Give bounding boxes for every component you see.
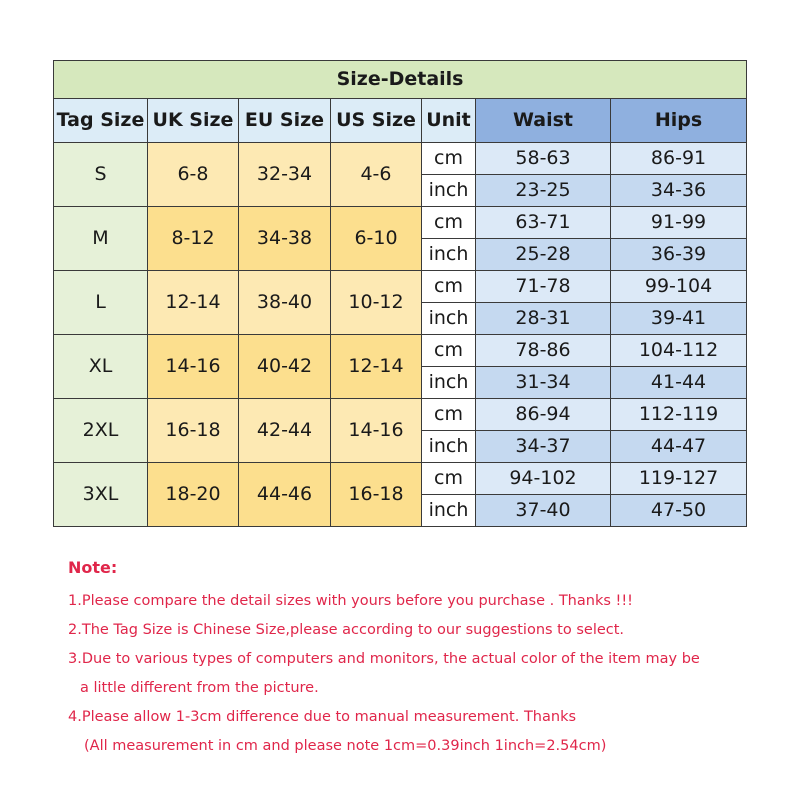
uk-size-cell: 14-16 xyxy=(148,335,239,399)
hips-cell: 91-99 xyxy=(611,207,747,239)
hips-cell: 41-44 xyxy=(611,367,747,399)
note-title: Note: xyxy=(68,558,118,577)
hips-cell: 119-127 xyxy=(611,463,747,495)
header-hips: Hips xyxy=(611,99,747,143)
unit-cell: inch xyxy=(422,431,476,463)
waist-cell: 28-31 xyxy=(476,303,611,335)
note-line-3-continued: a little different from the picture. xyxy=(80,680,319,696)
table-row xyxy=(54,143,747,175)
tag-size-cell: M xyxy=(54,207,148,271)
tag-size-cell: 2XL xyxy=(54,399,148,463)
hips-cell: 44-47 xyxy=(611,431,747,463)
eu-size-cell: 44-46 xyxy=(239,463,331,527)
waist-cell: 94-102 xyxy=(476,463,611,495)
waist-cell: 63-71 xyxy=(476,207,611,239)
unit-cell: cm xyxy=(422,335,476,367)
table-row xyxy=(54,463,747,495)
header-us-size: US Size xyxy=(331,99,422,143)
us-size-cell: 14-16 xyxy=(331,399,422,463)
us-size-cell: 4-6 xyxy=(331,143,422,207)
unit-cell: cm xyxy=(422,271,476,303)
tag-size-cell: XL xyxy=(54,335,148,399)
unit-cell: inch xyxy=(422,495,476,527)
eu-size-cell: 42-44 xyxy=(239,399,331,463)
tag-size-cell: 3XL xyxy=(54,463,148,527)
note-line-4: 4.Please allow 1-3cm difference due to manual measurement. Thanks xyxy=(68,709,577,725)
eu-size-cell: 34-38 xyxy=(239,207,331,271)
header-uk-size: UK Size xyxy=(148,99,239,143)
eu-size-cell: 32-34 xyxy=(239,143,331,207)
us-size-cell: 10-12 xyxy=(331,271,422,335)
note-section xyxy=(68,558,768,761)
table-title: Size-Details xyxy=(54,61,747,99)
us-size-cell: 6-10 xyxy=(331,207,422,271)
unit-cell: cm xyxy=(422,463,476,495)
waist-cell: 31-34 xyxy=(476,367,611,399)
waist-cell: 86-94 xyxy=(476,399,611,431)
unit-cell: cm xyxy=(422,399,476,431)
waist-cell: 58-63 xyxy=(476,143,611,175)
unit-cell: inch xyxy=(422,175,476,207)
tag-size-cell: S xyxy=(54,143,148,207)
uk-size-cell: 8-12 xyxy=(148,207,239,271)
waist-cell: 23-25 xyxy=(476,175,611,207)
note-line-1: 1.Please compare the detail sizes with yours before you purchase . Thanks !!! xyxy=(68,593,633,609)
hips-cell: 47-50 xyxy=(611,495,747,527)
hips-cell: 39-41 xyxy=(611,303,747,335)
hips-cell: 112-119 xyxy=(611,399,747,431)
waist-cell: 78-86 xyxy=(476,335,611,367)
note-line-3: 3.Due to various types of computers and monitors, the actual color of the item may be xyxy=(68,651,700,667)
uk-size-cell: 16-18 xyxy=(148,399,239,463)
header-tag-size: Tag Size xyxy=(54,99,148,143)
table-row xyxy=(54,399,747,431)
us-size-cell: 16-18 xyxy=(331,463,422,527)
header-waist: Waist xyxy=(476,99,611,143)
waist-cell: 25-28 xyxy=(476,239,611,271)
us-size-cell: 12-14 xyxy=(331,335,422,399)
unit-cell: inch xyxy=(422,303,476,335)
uk-size-cell: 12-14 xyxy=(148,271,239,335)
unit-cell: inch xyxy=(422,239,476,271)
waist-cell: 34-37 xyxy=(476,431,611,463)
eu-size-cell: 38-40 xyxy=(239,271,331,335)
size-details-table xyxy=(53,60,747,527)
uk-size-cell: 18-20 xyxy=(148,463,239,527)
table-row xyxy=(54,271,747,303)
hips-cell: 104-112 xyxy=(611,335,747,367)
hips-cell: 34-36 xyxy=(611,175,747,207)
eu-size-cell: 40-42 xyxy=(239,335,331,399)
unit-cell: inch xyxy=(422,367,476,399)
table-row xyxy=(54,207,747,239)
tag-size-cell: L xyxy=(54,271,148,335)
waist-cell: 71-78 xyxy=(476,271,611,303)
note-line-4-continued: (All measurement in cm and please note 1cm=0.39inch 1inch=2.54cm) xyxy=(84,738,607,754)
waist-cell: 37-40 xyxy=(476,495,611,527)
note-line-2: 2.The Tag Size is Chinese Size,please according to our suggestions to select. xyxy=(68,622,625,638)
hips-cell: 86-91 xyxy=(611,143,747,175)
header-eu-size: EU Size xyxy=(239,99,331,143)
uk-size-cell: 6-8 xyxy=(148,143,239,207)
hips-cell: 99-104 xyxy=(611,271,747,303)
unit-cell: cm xyxy=(422,143,476,175)
table-row xyxy=(54,335,747,367)
header-unit: Unit xyxy=(422,99,476,143)
hips-cell: 36-39 xyxy=(611,239,747,271)
unit-cell: cm xyxy=(422,207,476,239)
